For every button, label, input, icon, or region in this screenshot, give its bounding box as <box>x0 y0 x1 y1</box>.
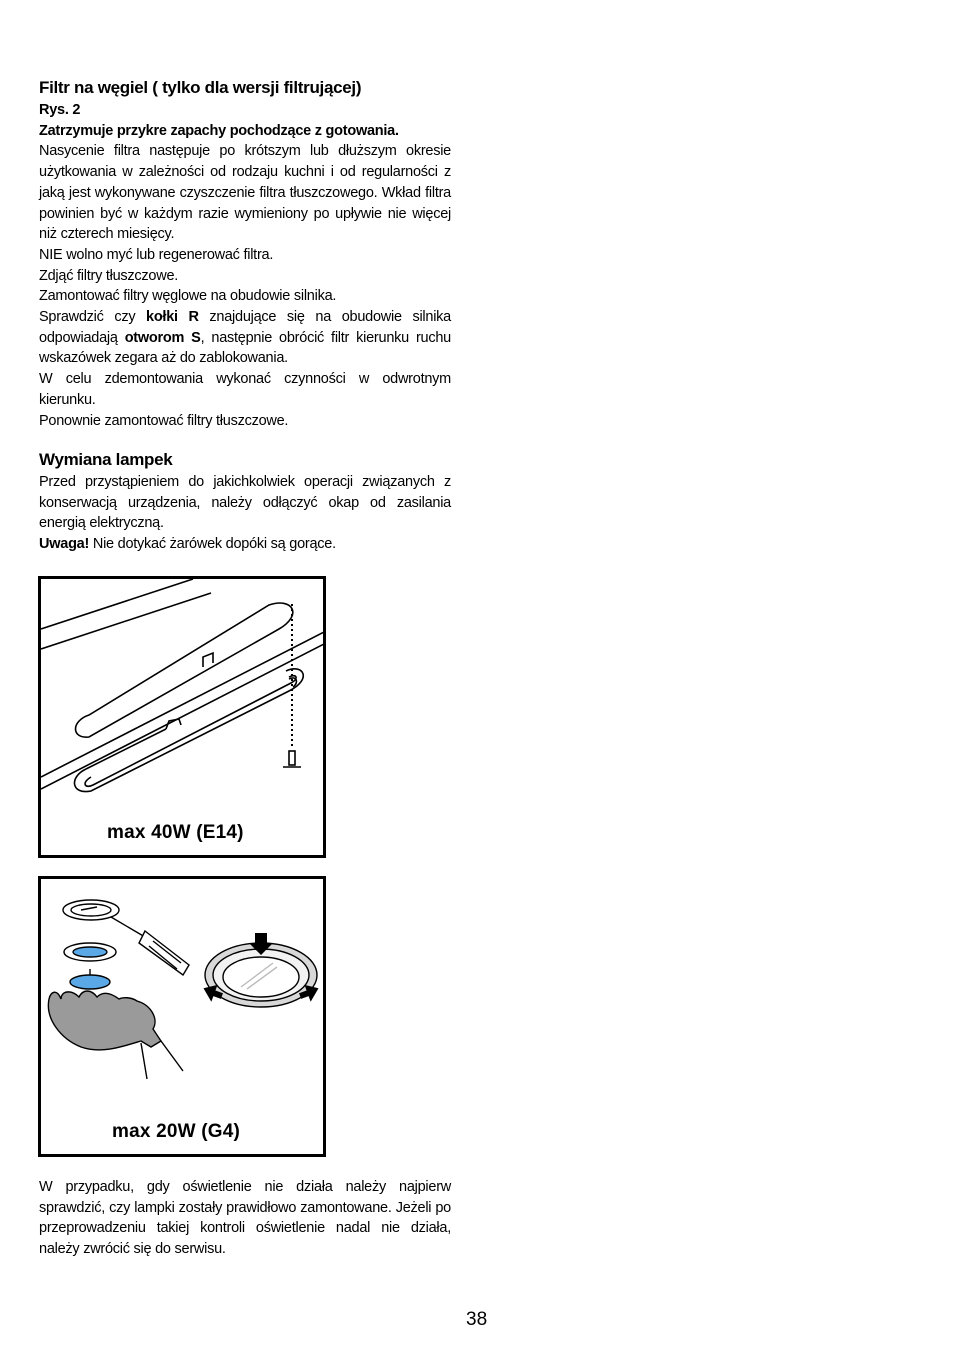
warning-text: Nie dotykać żarówek dopóki są gorące. <box>89 536 336 553</box>
e14-lamp-illustration <box>41 579 323 855</box>
mount-carbon-filters-paragraph: Zamontować filtry węglowe na obudowie silnika. <box>39 288 337 305</box>
e14-caption: max 40W (E14) <box>107 822 244 843</box>
saturation-paragraph: Nasycenie filtra następuje po krótszym lub dłuższym okresie użytkowania w zależności od rodzaju kuchni i od regularności z jaką jest wykonywane czyszczenie filtra tłuszczowego. Wkład filtra powinien być w każdym razie wymieniony po upływie nie więcej niż czterech miesięcy. <box>39 143 451 243</box>
disconnect-power-paragraph: Przed przystąpieniem do jakichkolwiek operacji związanych z konserwacją urządzenia, należy odłączyć okap od zasilania energią elektryczną. <box>39 474 451 532</box>
figure-g4-lamp <box>38 876 326 1157</box>
carbon-filter-section <box>39 78 451 431</box>
lamp-replacement-section <box>39 450 451 555</box>
holes-s-label: otworom S <box>124 329 201 346</box>
text-span: znajdujące się na obudowie silnika odpowiadają <box>39 309 451 346</box>
no-wash-paragraph: NIE wolno myć lub regenerować filtra. <box>39 246 274 263</box>
lamp-replacement-title: Wymiana lampek <box>39 450 173 469</box>
blue-lens-icon <box>70 975 110 989</box>
carbon-filter-title: Filtr na węgiel ( tylko dla wersji filtrującej) <box>39 78 362 97</box>
text-span: , następnie obrócić filtr kierunku ruchu wskazówek zegara aż do zablokowania. <box>39 329 451 367</box>
page-number: 38 <box>466 1309 488 1330</box>
remount-paragraph: Ponownie zamontować filtry tłuszczowe. <box>39 412 289 429</box>
glove-icon <box>48 991 161 1050</box>
carbon-filter-subtitle: Zatrzymuje przykre zapachy pochodzące z gotowania. <box>39 122 399 139</box>
g4-caption: max 20W (G4) <box>112 1121 241 1142</box>
warning-label: Uwaga! <box>39 536 90 553</box>
figure-reference: Rys. 2 <box>39 102 81 118</box>
remove-grease-filters-paragraph: Zdjąć filtry tłuszczowe. <box>39 267 179 284</box>
closing-section <box>39 1177 451 1260</box>
warning-paragraph <box>39 534 451 555</box>
figure-e14-lamp <box>38 576 326 858</box>
g4-lamp-illustration <box>41 879 323 1154</box>
pins-r-label: kołki R <box>146 309 199 326</box>
check-pins-paragraph <box>39 307 451 369</box>
disassembly-paragraph: W celu zdemontowania wykonać czynności w odwrotnym kierunku. <box>39 371 451 408</box>
lighting-check-paragraph: W przypadku, gdy oświetlenie nie działa należy najpierw sprawdzić, czy lampki zostały prawidłowo zamontowane. Jeżeli po przeprowadzeniu takiej kontroli oświetlenie nadal nie działa, należy zwrócić się do serwisu. <box>39 1179 451 1258</box>
text-span: Sprawdzić czy <box>39 309 147 326</box>
